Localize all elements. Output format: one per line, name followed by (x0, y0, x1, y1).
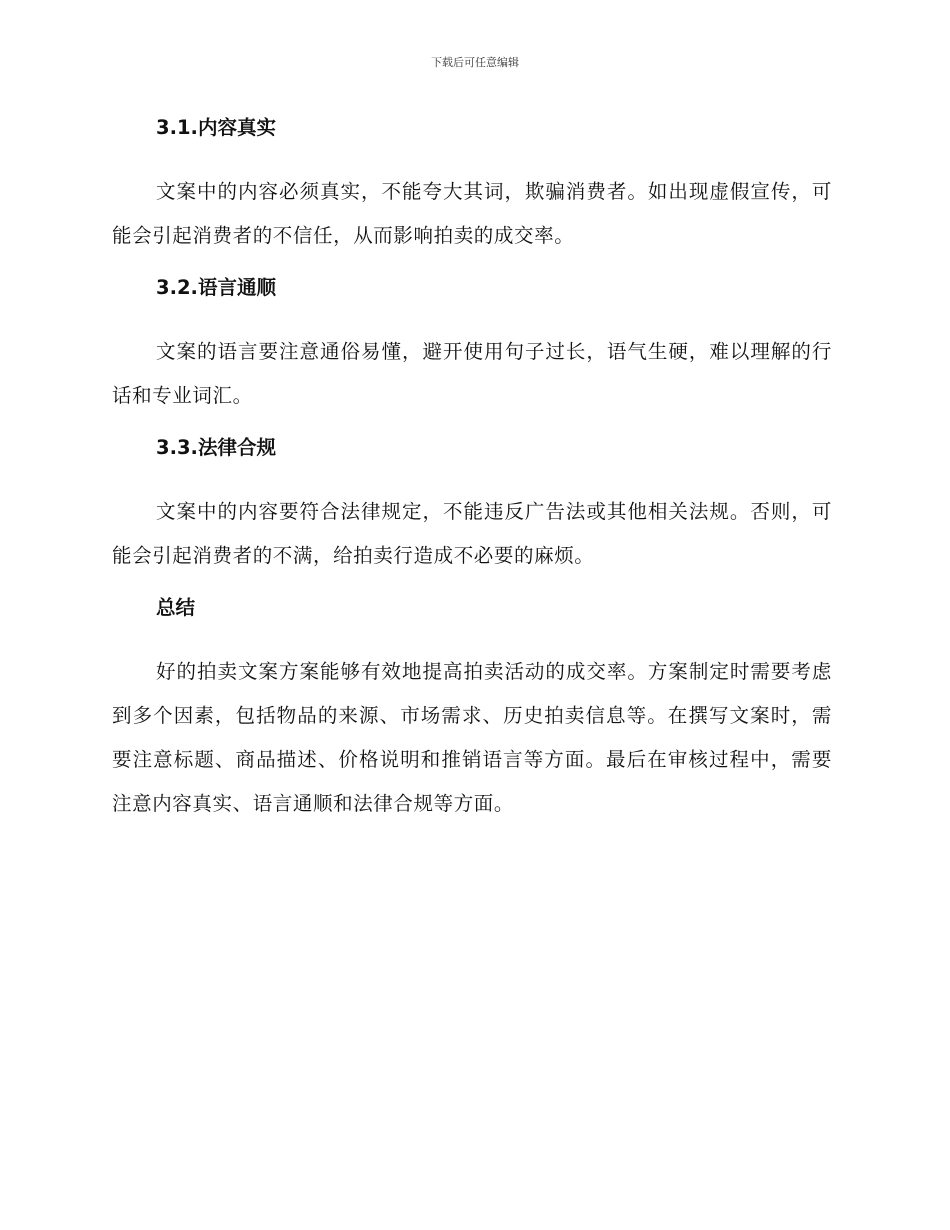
section-content-truth (112, 112, 832, 258)
section-summary (112, 592, 832, 826)
section-legal (112, 432, 832, 578)
section-heading: 3.3.法律合规 (156, 436, 276, 459)
section-language (112, 272, 832, 418)
section-heading: 3.1.内容真实 (156, 116, 276, 139)
section-heading: 3.2.语言通顺 (156, 276, 276, 299)
section-paragraph: 好的拍卖文案方案能够有效地提高拍卖活动的成交率。方案制定时需要考虑到多个因素，包括物品的来源、市场需求、历史拍卖信息等。在撰写文案时，需要注意标题、商品描述、价格说明和推销语言等方面。最后在审核过程中，需要注意内容真实、语言通顺和法律合规等方面。 (112, 660, 832, 815)
document-body (112, 112, 832, 840)
page-header: 下载后可任意编辑 (431, 56, 519, 69)
section-paragraph: 文案中的内容必须真实，不能夸大其词，欺骗消费者。如出现虚假宣传，可能会引起消费者的不信任，从而影响拍卖的成交率。 (112, 180, 832, 247)
section-heading: 总结 (156, 596, 196, 619)
section-paragraph: 文案的语言要注意通俗易懂，避开使用句子过长，语气生硬，难以理解的行话和专业词汇。 (112, 340, 832, 407)
section-paragraph: 文案中的内容要符合法律规定，不能违反广告法或其他相关法规。否则，可能会引起消费者的不满，给拍卖行造成不必要的麻烦。 (112, 500, 832, 567)
